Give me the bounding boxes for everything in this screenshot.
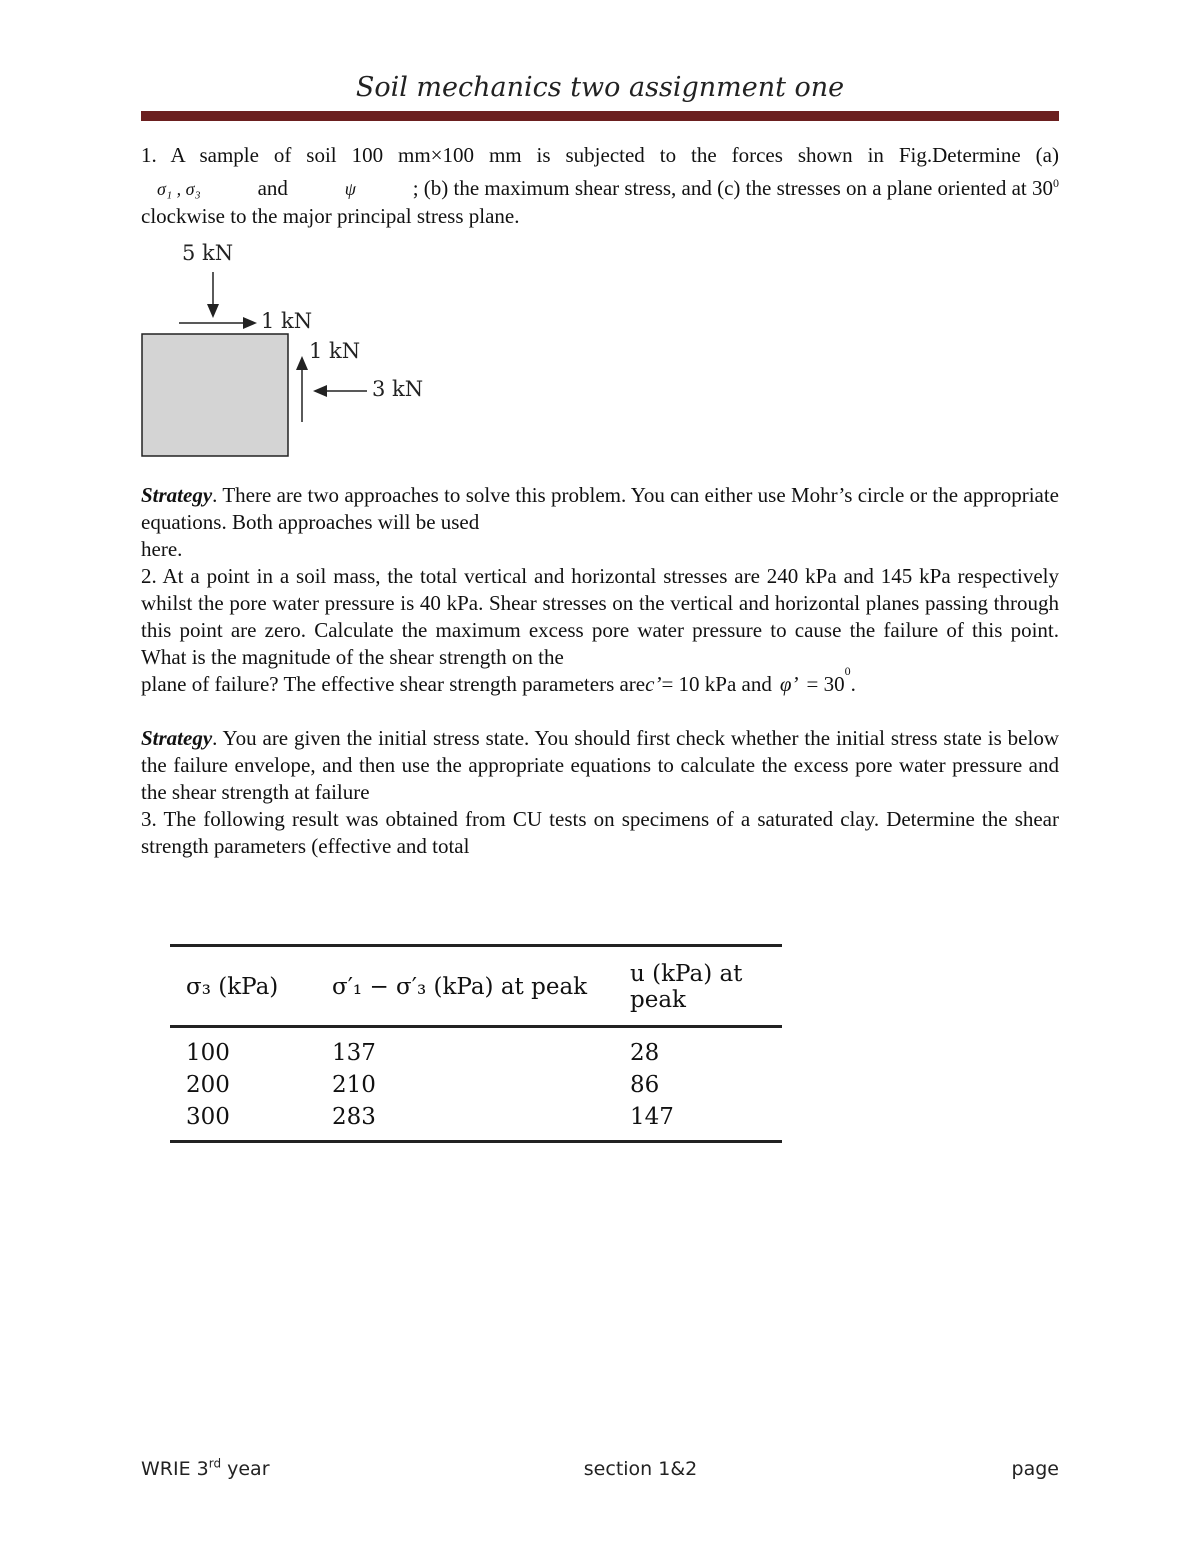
force-diagram: [141, 238, 1059, 482]
page-title: Soil mechanics two assignment one: [355, 72, 845, 103]
header-pore-pressure: u (kPa) at peak: [614, 946, 782, 1027]
strategy-1: Strategy. There are two approaches to solve this problem. You can either use Mohr’s circle or the appropriate equations. Both approaches will be used: [141, 483, 1059, 534]
strategy-1-tail: here.: [141, 537, 183, 561]
arrow-1kn-right-head: [296, 356, 308, 370]
results-table-wrap: [170, 944, 782, 1143]
psi-symbol: ψ: [344, 179, 356, 199]
question-3: 3. The following result was obtained from CU tests on specimens of a saturated clay. Determine the shear strength parameters (effective and total: [141, 807, 1059, 858]
table-header-row: [170, 946, 782, 1027]
arrow-1kn-top-head: [243, 317, 257, 329]
footer-right: page: [1011, 1458, 1059, 1480]
table-row: 200 210 86: [186, 1072, 660, 1098]
question-1-parts: ; (b) the maximum shear stress, and (c) the stresses on a plane oriented at $30^0$: [412, 176, 1059, 200]
label-1kn-top: 1 kN: [261, 309, 313, 333]
question-2-last-line: plane of failure? The effective shear strength parameters are c’ = 10 kPa and φ’ = 30 0 .: [141, 664, 856, 696]
label-5kn: 5 kN: [182, 241, 234, 265]
header-deviator: σ′₁ − σ′₃ (kPa) at peak: [316, 946, 614, 1027]
table-row: 100 137 28: [186, 1040, 660, 1066]
question-1-line-1: 1. A sample of soil 100 mm×100 mm is subjected to the forces shown in Fig.Determine (a): [141, 143, 1059, 167]
and-word: and: [257, 176, 288, 200]
strategy-2: Strategy. You are given the initial stress state. You should first check whether the initial stress state is below the failure envelope, and then use the appropriate equations to calculate the excess pore water pressure and the shear strength at failure: [141, 726, 1059, 804]
soil-sample-square: [142, 334, 288, 456]
page-footer: [141, 1458, 1059, 1480]
table-row: 300 283 147: [170, 1101, 782, 1142]
document-body: [141, 142, 1059, 860]
footer-left: WRIE 3rd year: [141, 1456, 270, 1480]
question-1-line-3: clockwise to the major principal stress plane.: [141, 204, 520, 228]
question-2: 2. At a point in a soil mass, the total vertical and horizontal stresses are 240 kPa and 145 kPa respectively whilst the pore water pressure is 40 kPa. Shear stresses on the vertical and horizontal planes passing through this point are zero. Calculate the maximum excess pore water pressure to cause the failure of this point. What is the magnitude of the shear strength on the: [141, 564, 1059, 669]
header-sigma3: σ₃ (kPa): [170, 946, 316, 1027]
sigma-symbols: σ₁ , σ₃: [157, 179, 201, 199]
question-1-line-2: [141, 175, 1059, 203]
arrow-3kn-head: [313, 385, 327, 397]
footer-center: section 1&2: [583, 1458, 698, 1480]
header-rule: [141, 111, 1059, 121]
arrow-5kn-head: [207, 304, 219, 318]
label-3kn: 3 kN: [372, 377, 424, 401]
results-table: [170, 944, 782, 1143]
phi-symbol: φ’: [779, 672, 799, 696]
label-1kn-right: 1 kN: [309, 339, 361, 363]
